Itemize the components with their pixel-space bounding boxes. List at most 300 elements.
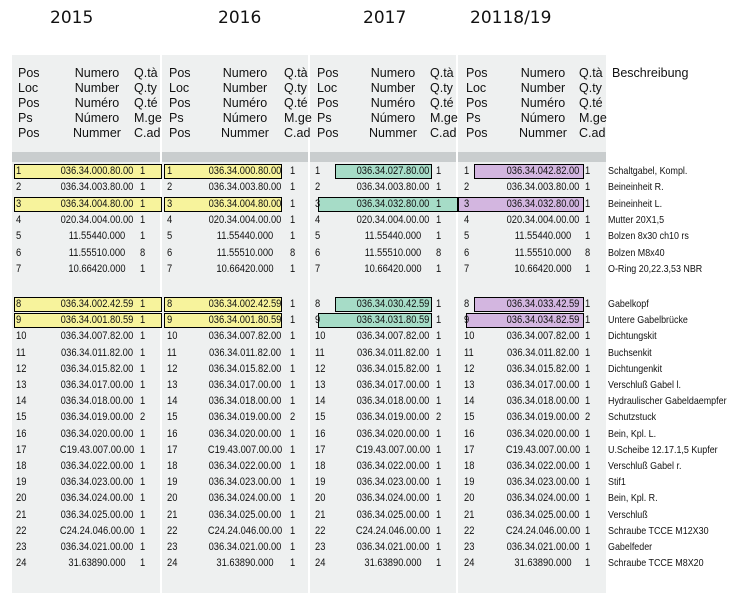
pos-cell: 11 bbox=[167, 346, 177, 359]
pos-cell: 4 bbox=[315, 213, 321, 226]
description-row bbox=[608, 393, 750, 409]
qty-cell: 1 bbox=[140, 443, 146, 456]
qty-cell: 1 bbox=[290, 508, 296, 521]
pos-cell: 14 bbox=[167, 395, 178, 408]
description-cell: Dichtungskit bbox=[608, 330, 657, 343]
part-number-cell: 11.55440.000 bbox=[364, 230, 422, 243]
part-number-cell: 036.34.001.80.59 bbox=[208, 314, 282, 327]
part-number-cell: 036.34.019.00.00 bbox=[356, 411, 430, 424]
qty-cell: 1 bbox=[290, 379, 296, 391]
part-number-cell: 036.34.023.00.00 bbox=[356, 476, 430, 489]
description-row bbox=[608, 296, 750, 312]
description-cell: Beineinheit R. bbox=[608, 181, 664, 194]
description-cell: Schraube TCCE M8X20 bbox=[608, 557, 704, 570]
header-numero-2017-line: Número bbox=[370, 111, 416, 125]
qty-cell: 1 bbox=[140, 165, 146, 177]
qty-cell: 1 bbox=[585, 362, 591, 375]
description-row bbox=[608, 196, 750, 212]
qty-cell: 8 bbox=[585, 246, 591, 259]
qty-cell: 1 bbox=[140, 524, 146, 537]
qty-cell: 1 bbox=[290, 443, 296, 456]
header-pos-2017-line: Ps bbox=[317, 111, 332, 125]
description-row bbox=[608, 555, 750, 571]
description-row bbox=[608, 523, 750, 539]
qty-cell: 1 bbox=[436, 262, 442, 275]
description-row bbox=[608, 490, 750, 506]
pos-cell: 20 bbox=[167, 492, 178, 505]
pos-cell: 3 bbox=[16, 197, 22, 210]
pos-cell: 21 bbox=[167, 508, 178, 521]
qty-cell: 1 bbox=[140, 346, 146, 359]
part-number-cell: 036.34.011.82.00 bbox=[208, 346, 282, 359]
header-qty-2017-line: C.ad bbox=[430, 126, 457, 140]
part-number-cell: 31.63890.000 bbox=[514, 557, 572, 570]
qty-cell: 1 bbox=[140, 330, 146, 343]
pos-cell: 6 bbox=[464, 246, 470, 259]
part-number-cell: 036.34.023.00.00 bbox=[60, 476, 134, 489]
qty-cell: 8 bbox=[140, 246, 146, 259]
part-number-cell: 11.55510.000 bbox=[68, 246, 126, 259]
part-number-cell: 10.66420.000 bbox=[364, 262, 422, 275]
pos-cell: 24 bbox=[167, 557, 178, 570]
part-number-cell: 036.34.031.80.59 bbox=[356, 314, 430, 327]
pos-cell: 17 bbox=[315, 443, 326, 456]
description-row bbox=[608, 458, 750, 474]
header-pos-2016-line: Pos bbox=[169, 126, 191, 140]
part-number-cell: 036.34.000.80.00 bbox=[60, 165, 134, 177]
year-2016: 2016 bbox=[218, 8, 262, 28]
header-qty-2016-line: M.ge bbox=[284, 111, 312, 125]
pos-cell: 2 bbox=[315, 181, 321, 194]
description-row bbox=[608, 539, 750, 555]
qty-cell: 1 bbox=[140, 541, 146, 553]
year-2018-19: 20118/19 bbox=[470, 8, 552, 28]
pos-cell: 11 bbox=[315, 346, 325, 359]
qty-cell: 1 bbox=[436, 476, 442, 489]
part-number-cell: 11.55440.000 bbox=[514, 230, 572, 243]
part-number-cell: 036.34.033.42.59 bbox=[506, 298, 580, 310]
pos-cell: 14 bbox=[16, 395, 27, 408]
header-qty-2016-line: Q.té bbox=[284, 96, 308, 110]
pos-cell: 10 bbox=[464, 330, 475, 343]
header-pos-2016-line: Pos bbox=[169, 96, 191, 110]
description-cell: Schaltgabel, Kompl. bbox=[608, 165, 688, 177]
description-row bbox=[608, 361, 750, 377]
pos-cell: 8 bbox=[167, 298, 173, 310]
qty-cell: 1 bbox=[585, 557, 591, 570]
pos-cell: 13 bbox=[167, 379, 178, 391]
header-pos-2016-line: Loc bbox=[169, 81, 190, 95]
qty-cell: 1 bbox=[290, 460, 296, 472]
qty-cell: 1 bbox=[585, 443, 591, 456]
qty-cell: 1 bbox=[436, 492, 442, 505]
pos-cell: 1 bbox=[315, 165, 321, 177]
part-number-cell: 11.55440.000 bbox=[68, 230, 126, 243]
pos-cell: 8 bbox=[16, 298, 22, 310]
part-number-cell: 11.55510.000 bbox=[514, 246, 572, 259]
pos-cell: 21 bbox=[16, 508, 27, 521]
description-cell: Bein, Kpl. R. bbox=[608, 492, 658, 505]
pos-cell: 22 bbox=[167, 524, 178, 537]
description-row bbox=[608, 409, 750, 425]
header-qty-2016-line: Q.ty bbox=[284, 81, 307, 95]
pos-cell: 23 bbox=[16, 541, 27, 553]
header-pos-2015-line: Pos bbox=[18, 66, 40, 80]
description-cell: U.Scheibe 12.17.1,5 Kupfer bbox=[608, 443, 718, 456]
description-row bbox=[608, 442, 750, 458]
part-number-cell: 036.34.027.80.00 bbox=[356, 165, 430, 177]
part-number-cell: 036.34.018.00.00 bbox=[506, 395, 580, 408]
header-pos-2017-line: Pos bbox=[317, 66, 339, 80]
header-qty-2016-line: C.ad bbox=[284, 126, 311, 140]
qty-cell: 1 bbox=[290, 524, 296, 537]
header-numero-2016-line: Number bbox=[222, 81, 268, 95]
pos-cell: 14 bbox=[464, 395, 475, 408]
part-number-cell: 036.34.032.80.00 bbox=[506, 197, 580, 210]
part-number-cell: 036.34.011.82.00 bbox=[506, 346, 580, 359]
part-number-cell: 036.34.020.00.00 bbox=[60, 427, 134, 440]
description-row bbox=[608, 179, 750, 195]
part-number-cell: 036.34.007.82.00 bbox=[506, 330, 580, 343]
qty-cell: 1 bbox=[140, 314, 146, 327]
pos-cell: 11 bbox=[464, 346, 474, 359]
pos-cell: 19 bbox=[167, 476, 178, 489]
description-cell: Bolzen 8x30 ch10 rs bbox=[608, 230, 689, 243]
header-qty-2015 bbox=[134, 66, 162, 152]
header-numero-2016-line: Numero bbox=[222, 66, 268, 80]
header-numero-2017-line: Numéro bbox=[370, 96, 416, 110]
header-pos-2018-line: Pos bbox=[466, 96, 488, 110]
pos-cell: 7 bbox=[167, 262, 173, 275]
qty-cell: 1 bbox=[585, 197, 591, 210]
qty-cell: 1 bbox=[436, 213, 442, 226]
year-2017: 2017 bbox=[363, 8, 407, 28]
qty-cell: 1 bbox=[585, 395, 591, 408]
description-row bbox=[608, 245, 750, 261]
description-row bbox=[608, 328, 750, 344]
description-row bbox=[608, 426, 750, 442]
part-number-cell: 036.34.025.00.00 bbox=[506, 508, 580, 521]
pos-cell: 4 bbox=[464, 213, 470, 226]
qty-cell: 1 bbox=[436, 379, 442, 391]
qty-cell: 1 bbox=[436, 346, 442, 359]
header-pos-2017-line: Pos bbox=[317, 96, 339, 110]
pos-cell: 22 bbox=[464, 524, 475, 537]
pos-cell: 20 bbox=[464, 492, 475, 505]
part-number-cell: 036.34.020.00.00 bbox=[356, 427, 430, 440]
qty-cell: 1 bbox=[290, 165, 296, 177]
pos-cell: 9 bbox=[315, 314, 321, 327]
description-row bbox=[608, 507, 750, 523]
pos-cell: 6 bbox=[16, 246, 22, 259]
header-pos-2016-line: Ps bbox=[169, 111, 184, 125]
qty-cell: 1 bbox=[436, 230, 442, 243]
part-number-cell: 036.34.003.80.00 bbox=[60, 181, 134, 194]
pos-cell: 23 bbox=[464, 541, 475, 553]
pos-cell: 7 bbox=[16, 262, 22, 275]
part-number-cell: 020.34.004.00.00 bbox=[506, 213, 580, 226]
header-numero-2015-line: Number bbox=[74, 81, 120, 95]
header-qty-2017-line: Q.ty bbox=[430, 81, 453, 95]
part-number-cell: 10.66420.000 bbox=[514, 262, 572, 275]
qty-cell: 2 bbox=[140, 411, 146, 424]
description-row bbox=[608, 261, 750, 277]
pos-cell: 18 bbox=[16, 460, 27, 472]
header-qty-2018-line: Q.té bbox=[579, 96, 603, 110]
pos-cell: 11 bbox=[16, 346, 26, 359]
description-cell: O-Ring 20,22.3,53 NBR bbox=[608, 262, 703, 275]
part-number-cell: 036.34.025.00.00 bbox=[356, 508, 430, 521]
part-number-cell: 036.34.002.42.59 bbox=[60, 298, 134, 310]
header-qty-2015-line: C.ad bbox=[134, 126, 161, 140]
header-qty-2017-line: Q.tà bbox=[430, 66, 454, 80]
part-number-cell: 036.34.003.80.00 bbox=[356, 181, 430, 194]
qty-cell: 1 bbox=[436, 395, 442, 408]
qty-cell: 1 bbox=[585, 213, 591, 226]
part-number-cell: 036.34.024.00.00 bbox=[60, 492, 134, 505]
qty-cell: 1 bbox=[290, 427, 296, 440]
part-number-cell: 036.34.018.00.00 bbox=[60, 395, 134, 408]
pos-cell: 2 bbox=[167, 181, 173, 194]
pos-cell: 6 bbox=[315, 246, 321, 259]
qty-cell: 1 bbox=[585, 524, 591, 537]
part-number-cell: 036.34.018.00.00 bbox=[356, 395, 430, 408]
pos-cell: 7 bbox=[315, 262, 321, 275]
header-numero-2018-line: Numero bbox=[520, 66, 566, 80]
header-band-2015 bbox=[12, 152, 160, 162]
header-numero-2015-line: Número bbox=[74, 111, 120, 125]
qty-cell: 1 bbox=[585, 346, 591, 359]
header-numero-2015-line: Numéro bbox=[74, 96, 120, 110]
pos-cell: 15 bbox=[167, 411, 178, 424]
pos-cell: 16 bbox=[167, 427, 178, 440]
part-number-cell: 036.34.022.00.00 bbox=[208, 460, 282, 472]
qty-cell: 1 bbox=[436, 362, 442, 375]
header-numero-2016-line: Nummer bbox=[221, 126, 269, 140]
header-numero-2018-line: Number bbox=[520, 81, 566, 95]
part-number-cell: C19.43.007.00.00 bbox=[355, 443, 431, 456]
header-band-2016 bbox=[162, 152, 308, 162]
description-cell: Bolzen M8x40 bbox=[608, 246, 665, 259]
qty-cell: 1 bbox=[436, 181, 442, 194]
part-number-cell: 036.34.004.80.00 bbox=[60, 197, 134, 210]
header-qty-2017 bbox=[430, 66, 458, 152]
part-number-cell: 036.34.015.82.00 bbox=[60, 362, 134, 375]
part-number-cell: 036.34.018.00.00 bbox=[208, 395, 282, 408]
pos-cell: 5 bbox=[315, 230, 321, 243]
header-pos-2015-line: Pos bbox=[18, 126, 40, 140]
part-number-cell: 036.34.017.00.00 bbox=[356, 379, 430, 391]
pos-cell: 24 bbox=[315, 557, 326, 570]
part-number-cell: 036.34.021.00.00 bbox=[60, 541, 134, 553]
pos-cell: 12 bbox=[167, 362, 178, 375]
pos-cell: 2 bbox=[464, 181, 470, 194]
year-2015: 2015 bbox=[50, 8, 94, 28]
qty-cell: 1 bbox=[436, 443, 442, 456]
part-number-cell: C24.24.046.00.00 bbox=[207, 524, 283, 537]
qty-cell: 1 bbox=[585, 330, 591, 343]
qty-cell: 1 bbox=[140, 492, 146, 505]
qty-cell: 1 bbox=[436, 314, 442, 327]
pos-cell: 5 bbox=[16, 230, 22, 243]
description-cell: Mutter 20X1,5 bbox=[608, 213, 665, 226]
qty-cell: 1 bbox=[585, 427, 591, 440]
part-number-cell: 036.34.021.00.00 bbox=[356, 541, 430, 553]
description-cell: Dichtungenkit bbox=[608, 362, 663, 375]
pos-cell: 15 bbox=[315, 411, 326, 424]
pos-cell: 20 bbox=[315, 492, 326, 505]
qty-cell: 1 bbox=[290, 230, 296, 243]
pos-cell: 10 bbox=[315, 330, 326, 343]
pos-cell: 4 bbox=[16, 213, 22, 226]
header-numero-2016-line: Numéro bbox=[222, 96, 268, 110]
pos-cell: 24 bbox=[464, 557, 475, 570]
part-number-cell: C24.24.046.00.00 bbox=[505, 524, 581, 537]
description-cell: Schutzstuck bbox=[608, 411, 657, 424]
description-row bbox=[608, 345, 750, 361]
pos-cell: 23 bbox=[167, 541, 178, 553]
qty-cell: 1 bbox=[585, 379, 591, 391]
part-number-cell: 036.34.007.82.00 bbox=[208, 330, 282, 343]
qty-cell: 1 bbox=[290, 362, 296, 375]
qty-cell: 1 bbox=[436, 557, 442, 570]
pos-cell: 3 bbox=[315, 197, 321, 210]
qty-cell: 1 bbox=[585, 298, 591, 310]
qty-cell: 1 bbox=[585, 492, 591, 505]
part-number-cell: 020.34.004.00.00 bbox=[60, 213, 134, 226]
qty-cell: 1 bbox=[140, 213, 146, 226]
header-band-2017 bbox=[310, 152, 456, 162]
qty-cell: 1 bbox=[140, 197, 146, 210]
header-numero-2018-line: Numéro bbox=[520, 96, 566, 110]
pos-cell: 1 bbox=[464, 165, 470, 177]
qty-cell: 1 bbox=[290, 492, 296, 505]
pos-cell: 9 bbox=[167, 314, 173, 327]
header-qty-2016-line: Q.tà bbox=[284, 66, 308, 80]
header-numero-2015-line: Nummer bbox=[73, 126, 121, 140]
qty-cell: 1 bbox=[436, 460, 442, 472]
header-qty-2015-line: Q.tà bbox=[134, 66, 158, 80]
description-cell: Verschluß Gabel r. bbox=[608, 460, 682, 472]
part-number-cell: 036.34.021.00.00 bbox=[506, 541, 580, 553]
description-row bbox=[608, 474, 750, 490]
header-pos-2015-line: Ps bbox=[18, 111, 33, 125]
header-numero-2017-line: Nummer bbox=[369, 126, 417, 140]
pos-cell: 1 bbox=[167, 165, 173, 177]
part-number-cell: 11.55510.000 bbox=[216, 246, 274, 259]
qty-cell: 1 bbox=[290, 314, 296, 327]
part-number-cell: 036.34.015.82.00 bbox=[208, 362, 282, 375]
pos-cell: 1 bbox=[16, 165, 22, 177]
header-pos-2017-line: Loc bbox=[317, 81, 338, 95]
header-qty-2015-line: Q.té bbox=[134, 96, 158, 110]
part-number-cell: 036.34.023.00.00 bbox=[506, 476, 580, 489]
part-number-cell: 036.34.023.00.00 bbox=[208, 476, 282, 489]
qty-cell: 1 bbox=[436, 330, 442, 343]
description-cell: Hydraulischer Gabeldaempfer bbox=[608, 395, 727, 408]
qty-cell: 1 bbox=[585, 165, 591, 177]
qty-cell: 1 bbox=[140, 181, 146, 194]
pos-cell: 14 bbox=[315, 395, 326, 408]
part-number-cell: 31.63890.000 bbox=[68, 557, 126, 570]
header-numero-2017-line: Number bbox=[370, 81, 416, 95]
pos-cell: 18 bbox=[464, 460, 475, 472]
qty-cell: 1 bbox=[140, 460, 146, 472]
description-cell: Untere Gabelbrücke bbox=[608, 314, 688, 327]
qty-cell: 1 bbox=[290, 262, 296, 275]
part-number-cell: 10.66420.000 bbox=[216, 262, 274, 275]
description-cell: Gabelfeder bbox=[608, 541, 653, 553]
part-number-cell: 036.34.019.00.00 bbox=[506, 411, 580, 424]
part-number-cell: 31.63890.000 bbox=[216, 557, 274, 570]
part-number-cell: 036.34.022.00.00 bbox=[356, 460, 430, 472]
qty-cell: 1 bbox=[290, 346, 296, 359]
description-cell: Schraube TCCE M12X30 bbox=[608, 524, 709, 537]
header-qty-2016 bbox=[284, 66, 312, 152]
part-number-cell: C19.43.007.00.00 bbox=[59, 443, 135, 456]
pos-cell: 2 bbox=[16, 181, 22, 194]
pos-cell: 19 bbox=[16, 476, 27, 489]
pos-cell: 16 bbox=[315, 427, 326, 440]
qty-cell: 1 bbox=[436, 165, 442, 177]
pos-cell: 17 bbox=[167, 443, 178, 456]
header-qty-2018-line: Q.tà bbox=[579, 66, 603, 80]
part-number-cell: 036.34.000.80.00 bbox=[208, 165, 282, 177]
header-qty-2015-line: M.ge bbox=[134, 111, 162, 125]
part-number-cell: 036.34.025.00.00 bbox=[208, 508, 282, 521]
pos-cell: 16 bbox=[464, 427, 475, 440]
part-number-cell: C24.24.046.00.00 bbox=[355, 524, 431, 537]
pos-cell: 17 bbox=[16, 443, 27, 456]
qty-cell: 1 bbox=[290, 330, 296, 343]
qty-cell: 2 bbox=[585, 411, 591, 424]
qty-cell: 1 bbox=[585, 460, 591, 472]
pos-cell: 12 bbox=[464, 362, 475, 375]
pos-cell: 8 bbox=[464, 298, 470, 310]
header-pos-2018-line: Ps bbox=[466, 111, 481, 125]
header-qty-2018-line: C.ad bbox=[579, 126, 606, 140]
qty-cell: 1 bbox=[140, 508, 146, 521]
qty-cell: 1 bbox=[140, 262, 146, 275]
pos-cell: 19 bbox=[464, 476, 475, 489]
description-cell: Verschluß bbox=[608, 508, 648, 521]
header-pos-2015-line: Pos bbox=[18, 96, 40, 110]
part-number-cell: 036.34.003.80.00 bbox=[506, 181, 580, 194]
pos-cell: 15 bbox=[464, 411, 475, 424]
pos-cell: 17 bbox=[464, 443, 475, 456]
pos-cell: 18 bbox=[167, 460, 178, 472]
pos-cell: 4 bbox=[167, 213, 173, 226]
description-cell: Buchsenkit bbox=[608, 346, 652, 359]
pos-cell: 5 bbox=[464, 230, 470, 243]
pos-cell: 3 bbox=[464, 197, 470, 210]
part-number-cell: 036.34.032.80.00 bbox=[356, 197, 430, 210]
part-number-cell: 036.34.022.00.00 bbox=[506, 460, 580, 472]
pos-cell: 9 bbox=[464, 314, 470, 327]
pos-cell: 6 bbox=[167, 246, 173, 259]
part-number-cell: 036.34.021.00.00 bbox=[208, 541, 282, 553]
qty-cell: 1 bbox=[140, 395, 146, 408]
header-numero-2016-line: Número bbox=[222, 111, 268, 125]
part-number-cell: 036.34.007.82.00 bbox=[356, 330, 430, 343]
pos-cell: 15 bbox=[16, 411, 27, 424]
qty-cell: 1 bbox=[290, 395, 296, 408]
part-number-cell: 036.34.011.82.00 bbox=[356, 346, 430, 359]
header-qty-2017-line: M.ge bbox=[430, 111, 458, 125]
qty-cell: 1 bbox=[290, 541, 296, 553]
part-number-cell: 036.34.042.82.00 bbox=[506, 165, 580, 177]
part-number-cell: 036.34.020.00.00 bbox=[208, 427, 282, 440]
